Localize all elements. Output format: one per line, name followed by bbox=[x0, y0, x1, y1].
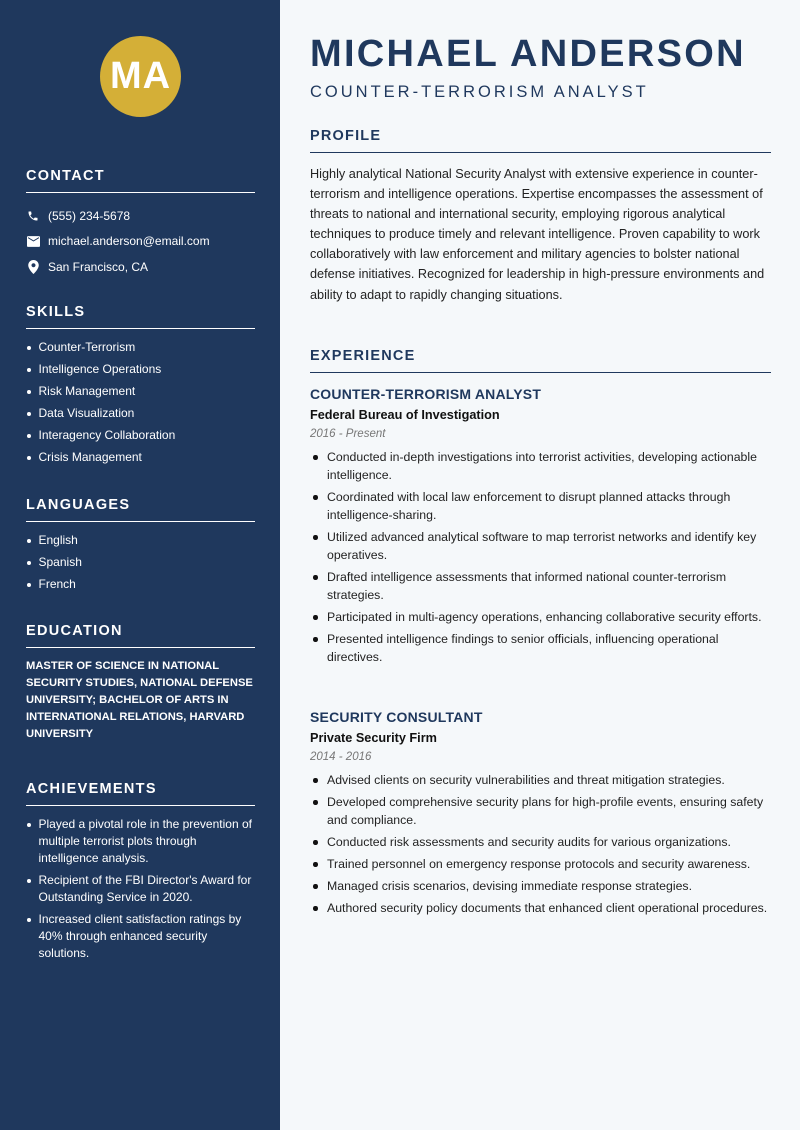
sidebar bbox=[0, 0, 280, 1130]
contact-heading: CONTACT bbox=[26, 168, 255, 193]
achievements-section bbox=[26, 781, 255, 968]
achievement-item: Played a pivotal role in the prevention of multiple terrorist plots through intelligence analysis. bbox=[26, 816, 255, 867]
candidate-name: MICHAEL ANDERSON bbox=[310, 33, 746, 75]
contact-phone bbox=[26, 203, 255, 229]
duty-item: Utilized advanced analytical software to map terrorist networks and identify key operatives. bbox=[310, 528, 771, 564]
language-item: French bbox=[26, 576, 255, 593]
skill-item: Intelligence Operations bbox=[26, 361, 255, 378]
job-role: COUNTER-TERRORISM ANALYST bbox=[310, 386, 542, 402]
mail-icon bbox=[26, 234, 40, 248]
duty-item: Conducted risk assessments and security audits for various organizations. bbox=[310, 833, 771, 851]
achievement-item: Recipient of the FBI Director's Award for Outstanding Service in 2020. bbox=[26, 872, 255, 906]
duty-item: Participated in multi-agency operations, enhancing collaborative security efforts. bbox=[310, 608, 771, 626]
job-dates: 2016 - Present bbox=[310, 428, 386, 440]
skills-list bbox=[26, 339, 255, 466]
job-company: Federal Bureau of Investigation bbox=[310, 408, 500, 422]
contact-location bbox=[26, 254, 255, 280]
job-duties bbox=[310, 771, 771, 917]
candidate-title: COUNTER-TERRORISM ANALYST bbox=[310, 83, 649, 101]
skill-item: Data Visualization bbox=[26, 405, 255, 422]
duty-item: Authored security policy documents that enhanced client operational procedures. bbox=[310, 899, 771, 917]
education-heading: EDUCATION bbox=[26, 623, 255, 648]
duty-item: Advised clients on security vulnerabilities and threat mitigation strategies. bbox=[310, 771, 771, 789]
job-entry bbox=[310, 386, 771, 670]
skills-heading: SKILLS bbox=[26, 304, 255, 329]
duty-item: Developed comprehensive security plans for high-profile events, ensuring safety and compliance. bbox=[310, 793, 771, 829]
skills-section bbox=[26, 304, 255, 471]
experience-heading: EXPERIENCE bbox=[310, 348, 771, 373]
achievements-list bbox=[26, 816, 255, 962]
achievements-heading: ACHIEVEMENTS bbox=[26, 781, 255, 806]
email-text[interactable]: michael.anderson@email.com bbox=[48, 234, 210, 249]
contact-section bbox=[26, 168, 255, 280]
skill-item: Crisis Management bbox=[26, 449, 255, 466]
skill-item: Risk Management bbox=[26, 383, 255, 400]
duty-item: Trained personnel on emergency response protocols and security awareness. bbox=[310, 855, 771, 873]
duty-item: Drafted intelligence assessments that informed national counter-terrorism strategies. bbox=[310, 568, 771, 604]
phone-text: (555) 234-5678 bbox=[48, 208, 131, 223]
languages-section bbox=[26, 497, 255, 598]
languages-heading: LANGUAGES bbox=[26, 497, 255, 522]
contact-list bbox=[26, 203, 255, 280]
language-item: English bbox=[26, 532, 255, 549]
avatar: MA bbox=[100, 36, 181, 117]
languages-list bbox=[26, 532, 255, 593]
achievement-item: Increased client satisfaction ratings by 40% through enhanced security solutions. bbox=[26, 911, 255, 962]
job-duties bbox=[310, 448, 771, 666]
job-entry bbox=[310, 709, 771, 921]
job-role: SECURITY CONSULTANT bbox=[310, 709, 483, 725]
duty-item: Conducted in-depth investigations into terrorist activities, developing actionable intelligence. bbox=[310, 448, 771, 484]
location-pin-icon bbox=[26, 260, 40, 274]
profile-text: Highly analytical National Security Analyst with extensive experience in counter-terrorism and intelligence operations. Expertise encompasses the assessment of threats to national and international security, employing rigorous analytical techniques to produce timely and relevant intelligence. Proven capability to work collaboratively with law enforcement and military agencies to bolster national defense initiatives. Recognized for leadership in high-pressure environments and ability to adapt to rapidly changing situations. bbox=[310, 167, 765, 302]
language-item: Spanish bbox=[26, 554, 255, 571]
skill-item: Interagency Collaboration bbox=[26, 427, 255, 444]
job-company: Private Security Firm bbox=[310, 731, 437, 745]
profile-heading: PROFILE bbox=[310, 128, 771, 153]
duty-item: Presented intelligence findings to senior officials, influencing operational directives. bbox=[310, 630, 771, 666]
skill-item: Counter-Terrorism bbox=[26, 339, 255, 356]
duty-item: Coordinated with local law enforcement to disrupt planned attacks through intelligence-sharing. bbox=[310, 488, 771, 524]
duty-item: Managed crisis scenarios, devising immediate response strategies. bbox=[310, 877, 771, 895]
contact-email bbox=[26, 229, 255, 255]
phone-icon bbox=[26, 209, 40, 223]
location-text: San Francisco, CA bbox=[48, 259, 149, 274]
job-dates: 2014 - 2016 bbox=[310, 751, 372, 763]
education-section bbox=[26, 623, 255, 743]
education-text: MASTER OF SCIENCE IN NATIONAL SECURITY STUDIES, NATIONAL DEFENSE UNIVERSITY; BACHELOR OF ARTS IN INTERNATIONAL RELATIONS, HARVARD UNIVERSITY bbox=[26, 660, 253, 740]
